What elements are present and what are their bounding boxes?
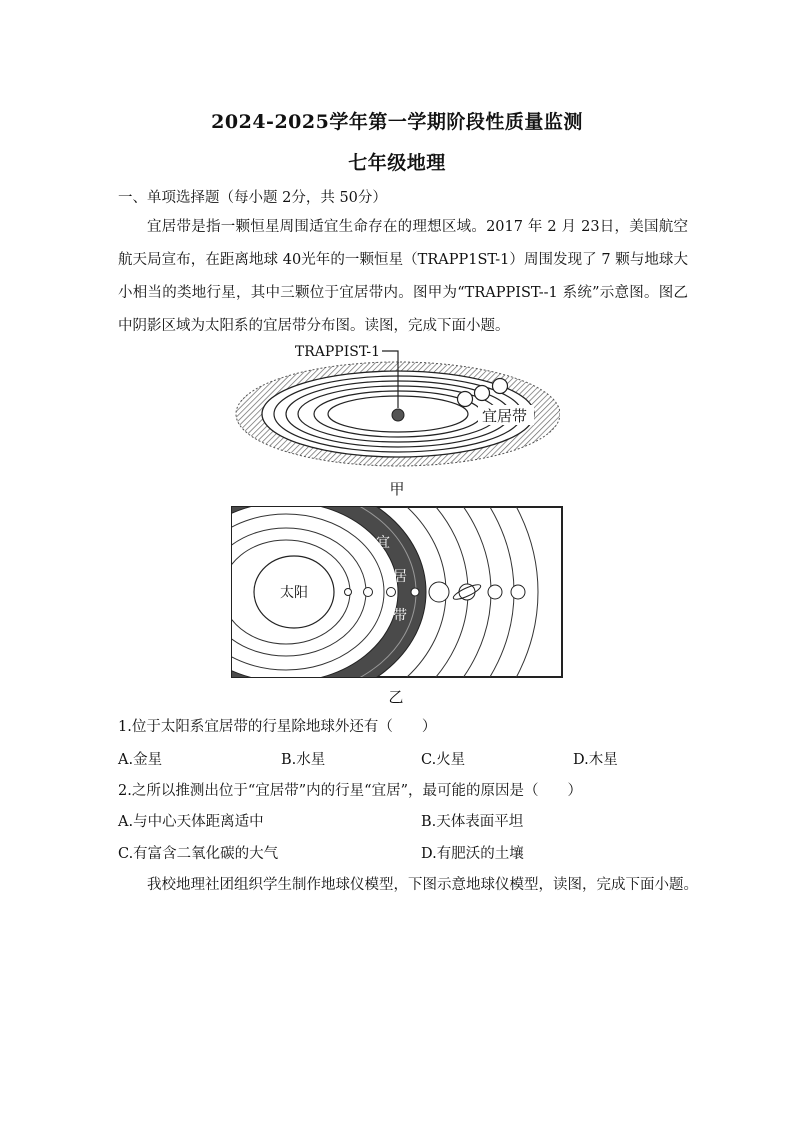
zone-label: 宜居带 bbox=[482, 407, 528, 425]
figure-yi-solar-system bbox=[231, 506, 563, 678]
zone-char-3: 带 bbox=[393, 608, 407, 624]
planet bbox=[493, 379, 508, 394]
figure-jia-caption: 甲 bbox=[389, 480, 405, 498]
planet-venus bbox=[364, 588, 373, 597]
question-1-stem: 1.位于太阳系宜居带的行星除地球外还有（ ） bbox=[118, 719, 437, 735]
planet-earth bbox=[387, 588, 396, 597]
zone-char-2: 居 bbox=[393, 569, 407, 585]
page-title: 2024-2025学年第一学期阶段性质量监测 bbox=[211, 111, 583, 133]
planet-neptune bbox=[511, 585, 525, 599]
planet bbox=[458, 392, 473, 407]
planet-jupiter bbox=[429, 582, 449, 602]
question-2-option-d: D.有肥沃的土壤 bbox=[421, 846, 524, 862]
figure-yi-caption: 乙 bbox=[388, 688, 404, 706]
question-2-option-a: A.与中心天体距离适中 bbox=[118, 814, 264, 830]
question-2-stem: 2.之所以推测出位于“宜居带”内的行星“宜居”，最可能的原因是（ ） bbox=[118, 783, 582, 799]
question-2-option-c: C.有富含二氧化碳的大气 bbox=[118, 846, 279, 862]
section-heading: 一、单项选择题（每小题 2分，共 50分） bbox=[118, 190, 387, 206]
star-trappist-1 bbox=[392, 409, 404, 421]
planet bbox=[475, 386, 490, 401]
intro-paragraph: 宜居带是指一颗恒星周围适宜生命存在的理想区域。2017 年 2 月 23日，美国航空航天局宣布，在距离地球 40光年的一颗恒星（TRAPP1ST-1）周围发现了 7 颗与地球大小相当的类地行星，其中三颗位于宜居带内。图甲为“TRAPPIST--1 系统”示意图。图乙中阴影区域为太阳系的宜居带分布图。读图，完成下面小题。 bbox=[118, 219, 688, 334]
question-1-option-d: D.木星 bbox=[573, 752, 618, 768]
question-1-option-c: C.火星 bbox=[421, 752, 466, 768]
next-section-intro: 我校地理社团组织学生制作地球仪模型，下图示意地球仪模型，读图，完成下面小题。 bbox=[147, 877, 698, 893]
sun-label: 太阳 bbox=[280, 585, 308, 601]
planet-saturn bbox=[459, 584, 475, 600]
star-label: TRAPPIST-1 bbox=[294, 344, 380, 360]
question-1-option-a: A.金星 bbox=[118, 752, 163, 768]
zone-char-1: 宜 bbox=[376, 535, 390, 551]
page-subtitle: 七年级地理 bbox=[348, 152, 446, 174]
planet-mercury bbox=[345, 589, 352, 596]
planet-mars bbox=[411, 588, 419, 596]
question-1-option-b: B.水星 bbox=[281, 752, 326, 768]
planet-uranus bbox=[488, 585, 502, 599]
question-2-option-b: B.天体表面平坦 bbox=[421, 814, 524, 830]
figure-jia-trappist-diagram bbox=[230, 338, 560, 470]
